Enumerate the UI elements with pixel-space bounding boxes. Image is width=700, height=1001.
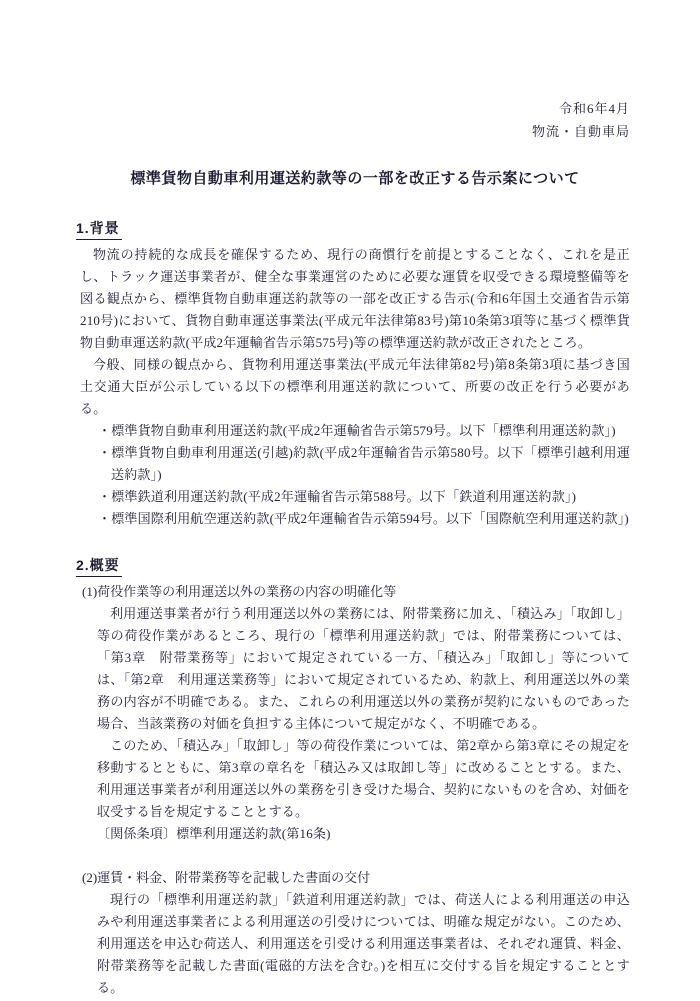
- section-1-heading: [76, 218, 630, 240]
- document-meta: [80, 97, 630, 143]
- bullet-item-standard-tariff: ・標準貨物自動車利用運送約款(平成2年運輸省告示第579号。以下「標準利用運送約款」): [98, 423, 616, 438]
- item-2-paragraph-1: 現行の「標準利用運送約款」「鉄道利用運送約款」では、荷送人による利用運送の申込みや利用運送事業者による利用運送の引受けについては、明確な規定がない。このため、利用運送を申込む荷送人、利用運送を引受ける利用運送事業者は、それぞれ運賃、料金、附帯業務等を記載した書面(電磁的方法を含む。)を相互に交付する旨を規定することとする。: [97, 892, 630, 995]
- doc-date: 令和6年4月: [558, 101, 630, 116]
- item-2-title: (2)運賃・料金、附帯業務等を記載した書面の交付: [82, 870, 371, 885]
- section-1-heading-text: 1.背景: [76, 218, 122, 240]
- bullet-item-air-tariff: ・標準国際利用航空運送約款(平成2年運輸省告示第594号。以下「国際航空利用運送約款」): [98, 511, 629, 526]
- section-2-item-2: [80, 867, 630, 999]
- item-1-title: (1)荷役作業等の利用運送以外の業務の内容の明確化等: [82, 584, 397, 599]
- section-2-heading: [76, 555, 630, 577]
- item-1-paragraph-2: このため、「積込み」「取卸し」等の荷役作業については、第2章から第3章にその規定を移動するとともに、第3章の章名を「積込み又は取卸し等」に改めることとする。また、利用運送事業者が利用運送以外の業務を引き受けた場合、契約にないものを含め、対価を収受する旨を規定することとする。: [97, 738, 630, 819]
- section-2-heading-text: 2.概要: [76, 555, 122, 577]
- bullet-item-rail-tariff: ・標準鉄道利用運送約款(平成2年運輸省告示第588号。以下「鉄道利用運送約款」): [98, 489, 577, 504]
- bullet-item-moving-tariff: ・標準貨物自動車利用運送(引越)約款(平成2年運輸省告示第580号。以下「標準引越利用運送約款」): [98, 445, 630, 482]
- tariff-bullet-list: [98, 420, 630, 530]
- item-1-paragraph-1: 利用運送事業者が行う利用運送以外の業務には、附帯業務に加え、「積込み」「取卸し」等の荷役作業があるところ、現行の「標準利用運送約款」では、附帯業務については、「第3章 附帯業務等」において規定されている一方、「積込み」「取卸し」等については、「第2章 利用運送業務等」において規定されているため、約款上、利用運送以外の業務の内容が不明確である。また、これらの利用運送以外の業務が契約にないものであった場合、当該業務の対価を負担する主体について規定がなく、不明確である。: [97, 606, 630, 731]
- section-1-paragraph-1: 物流の持続的な成長を確保するため、現行の商慣行を前提とすることなく、これを是正し、トラック運送事業者が、健全な事業運営のために必要な運賃を収受できる環境整備等を図る観点から、標準貨物自動車運送約款等の一部を改正する告示(令和6年国土交通省告示第210号)において、貨物自動車運送事業法(平成元年法律第83号)第10条第3項等に基づく標準貨物自動車運送約款(平成2年運輸省告示第575号)等の標準運送約款が改正されたところ。: [80, 247, 630, 350]
- doc-department: 物流・自動車局: [531, 124, 630, 139]
- section-2-item-1: [80, 581, 630, 845]
- doc-title: 標準貨物自動車利用運送約款等の一部を改正する告示案について: [130, 170, 580, 187]
- item-1-related-provisions: 〔関係条項〕標準利用運送約款(第16条): [97, 826, 331, 841]
- section-1-paragraph-2: 今般、同様の観点から、貨物利用運送事業法(平成元年法律第82号)第8条第3項に基づき国土交通大臣が公示している以下の標準利用運送約款について、所要の改正を行う必要がある。: [80, 357, 630, 416]
